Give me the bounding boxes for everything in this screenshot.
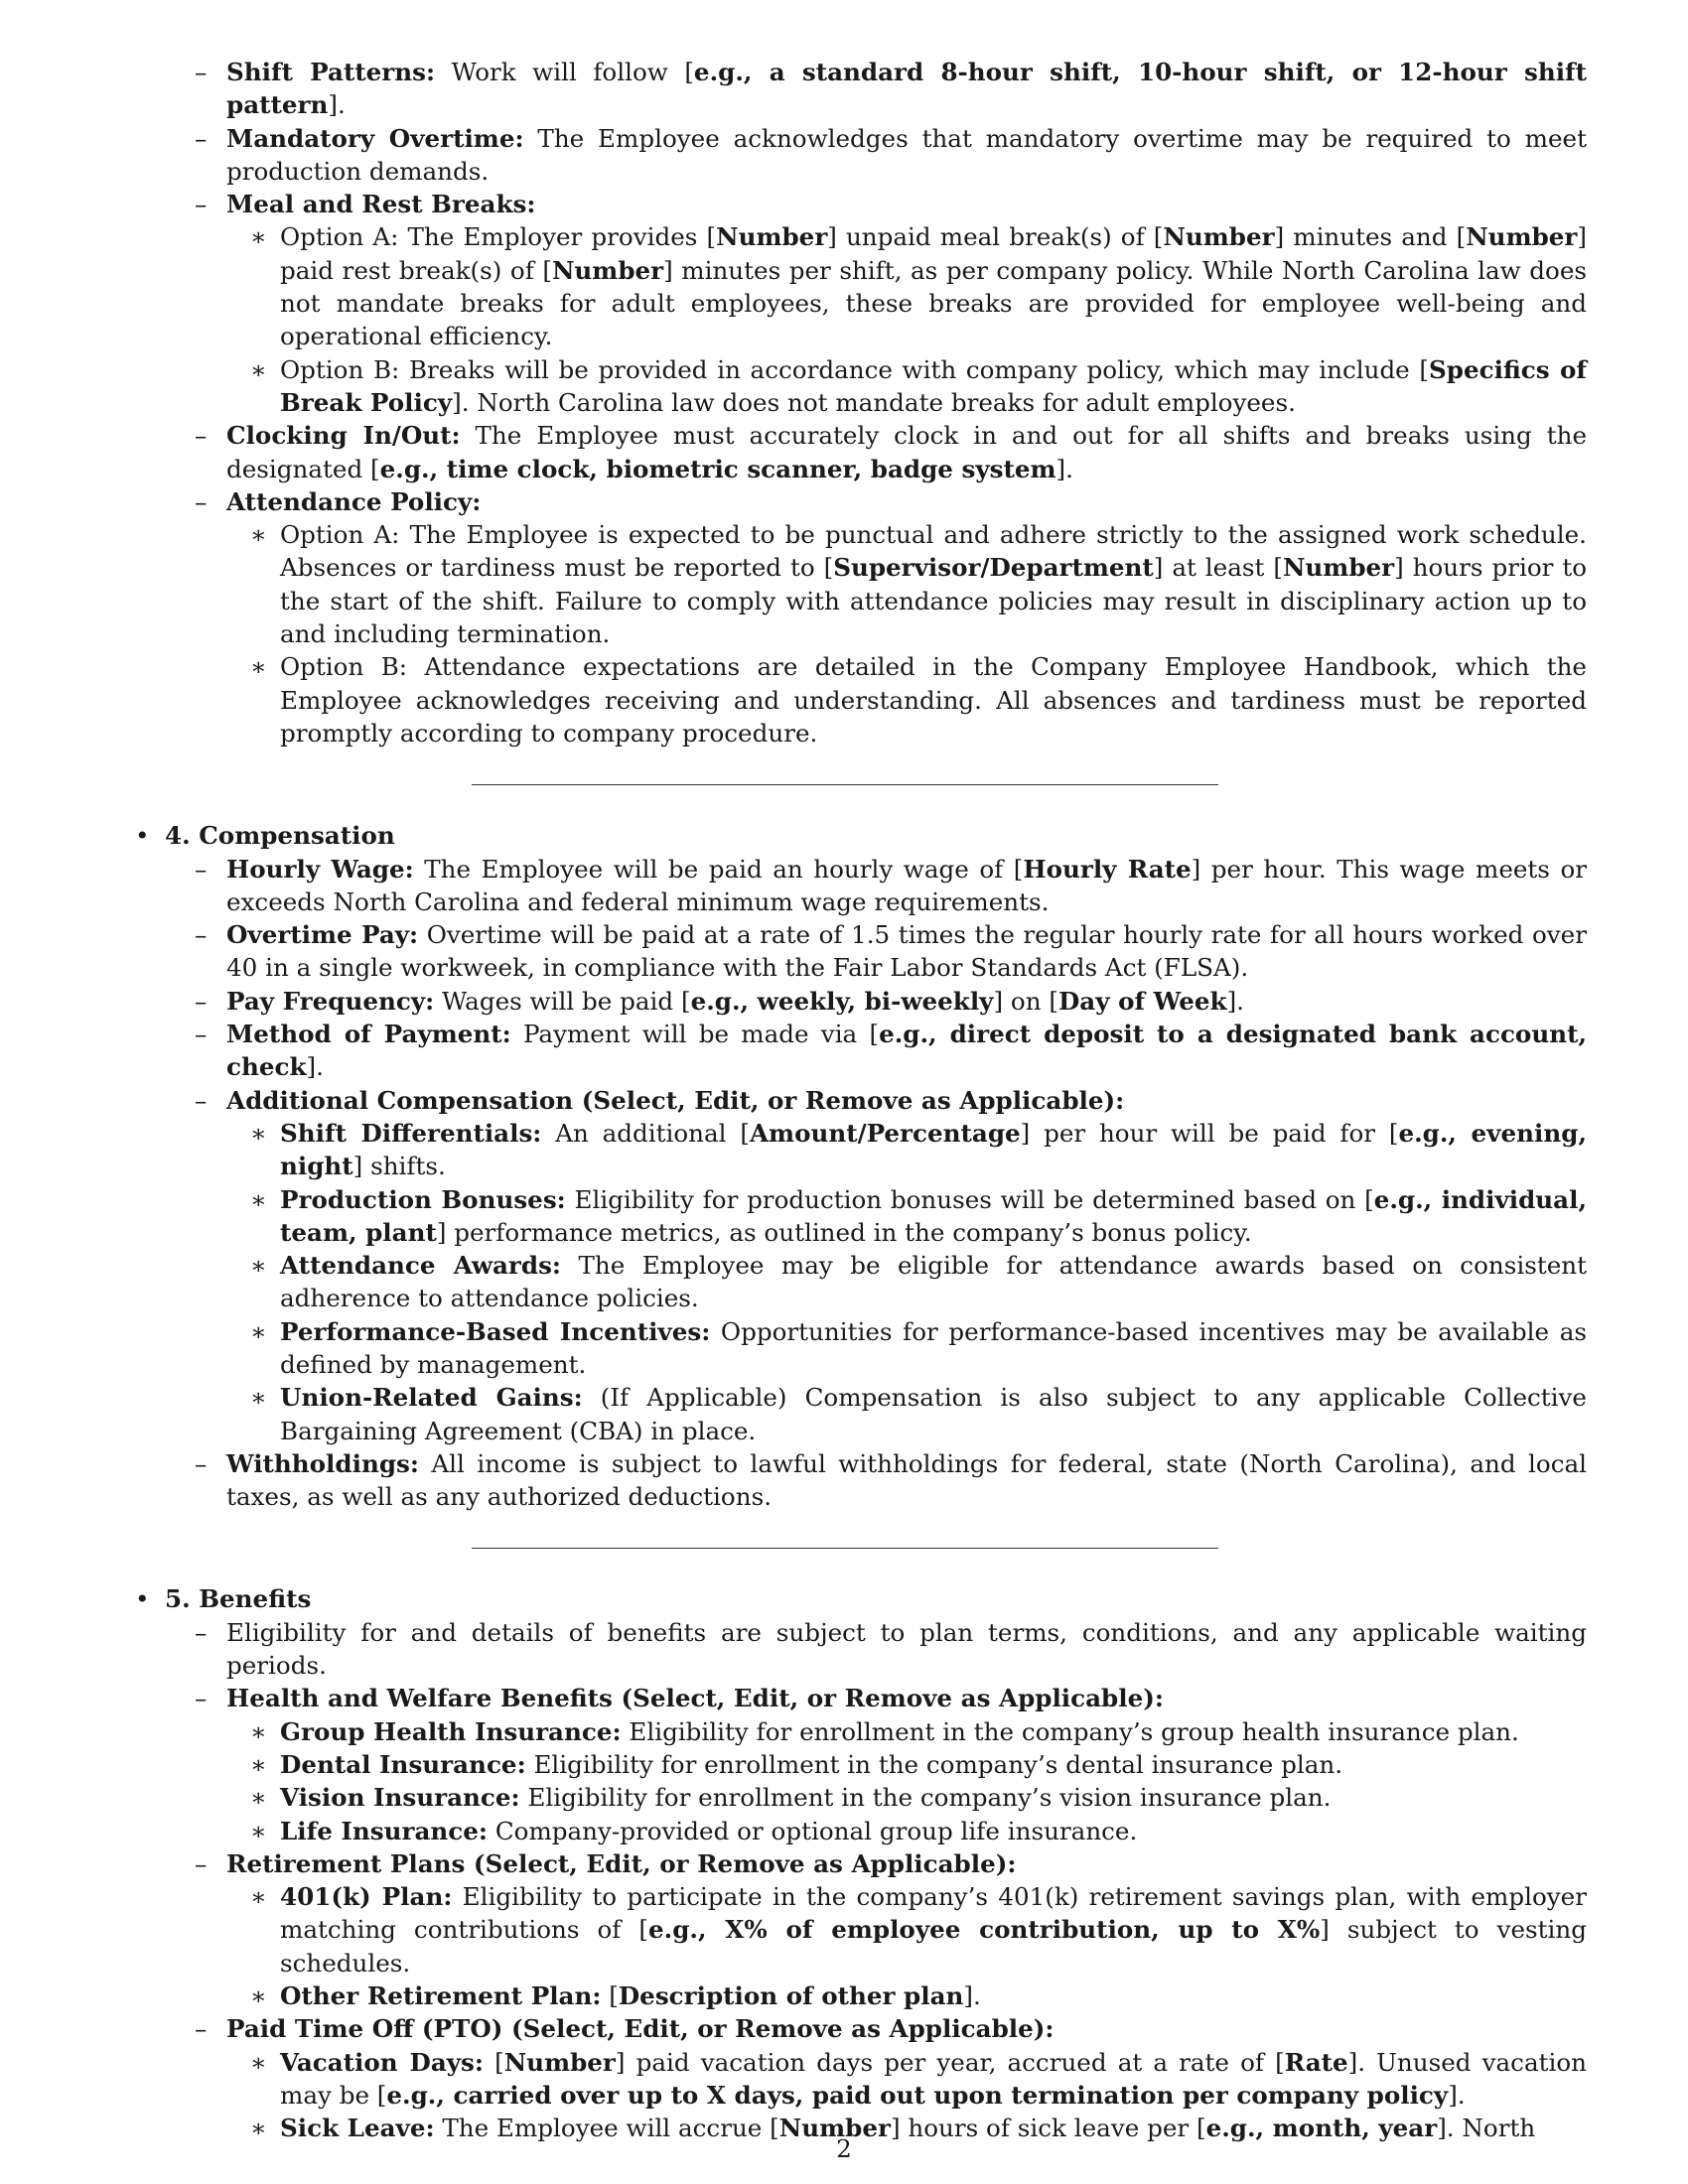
body-text: Eligibility for production bonuses will be determined based on [ — [565, 1184, 1374, 1214]
section-compensation — [127, 819, 1587, 852]
body-text: [ — [601, 1981, 619, 2011]
bold-text: Paid Time Off (PTO) (Select, Edit, or Remove as Applicable): — [226, 2014, 1055, 2044]
asterisk-bullet: ∗ — [250, 1816, 267, 1845]
body-text: ]. North Carolina law does not mandate breaks for adult employees. — [452, 387, 1296, 417]
bold-text: Number — [551, 255, 664, 285]
body-text: ]. North — [1437, 2114, 1536, 2143]
body-text: Eligibility for enrollment in the company’s group health insurance plan. — [621, 1716, 1519, 1746]
dash-bullet: – — [195, 123, 208, 153]
asterisk-bullet: ∗ — [250, 2114, 267, 2143]
list-item-other-retirement — [127, 1979, 1587, 2012]
asterisk-bullet: ∗ — [250, 1383, 267, 1413]
list-item-mandatory-overtime — [127, 122, 1587, 189]
dash-bullet: – — [195, 421, 208, 451]
asterisk-bullet: ∗ — [250, 1716, 267, 1746]
list-item-meal-breaks — [127, 188, 1587, 220]
list-item-dental — [127, 1748, 1587, 1781]
bold-text: Sick Leave: — [280, 2114, 435, 2143]
body-text: ]. — [1055, 454, 1073, 483]
list-item-shift-patterns — [127, 56, 1587, 122]
dash-bullet: – — [195, 1848, 208, 1878]
asterisk-bullet: ∗ — [250, 1316, 267, 1346]
list-item-additional-compensation — [127, 1084, 1587, 1117]
dash-bullet: – — [195, 854, 208, 884]
list-item-union-gains — [127, 1381, 1587, 1447]
body-text: Option A: The Employee is expected to be punctual and adhere strictly to the assigned work schedule. Absences or tardiness must be reported to [ — [280, 520, 1587, 583]
body-text: Wages will be paid [ — [434, 986, 691, 1016]
bold-text: Rate — [1284, 2047, 1348, 2077]
body-text: ] minutes and [ — [1274, 222, 1467, 252]
dash-bullet: – — [195, 1448, 208, 1478]
body-text: All income is subject to lawful withholdings for federal, state (North Carolina), and local taxes, as well as any authorized deductions. — [226, 1448, 1587, 1512]
asterisk-bullet: ∗ — [250, 222, 267, 252]
body-text: Option B: Attendance expectations are detailed in the Company Employee Handbook, which the Employee acknowledges receiving and understanding. All absences and tardiness must be reported promptly according to company procedure. — [280, 652, 1587, 748]
bold-text: Pay Frequency: — [226, 986, 435, 1016]
asterisk-bullet: ∗ — [250, 1749, 267, 1779]
asterisk-bullet: ∗ — [250, 1118, 267, 1148]
list-item-hourly-wage — [127, 853, 1587, 919]
bold-text: Attendance Policy: — [226, 486, 482, 516]
body-text: Option B: Breaks will be provided in accordance with company policy, which may include [ — [280, 354, 1429, 384]
asterisk-bullet: ∗ — [250, 1981, 267, 2011]
bold-text: e.g., month, year — [1205, 2114, 1438, 2143]
body-text: ] hours of sick leave per [ — [890, 2114, 1206, 2143]
bold-text: Other Retirement Plan: — [280, 1981, 602, 2011]
list-item-production-bonuses — [127, 1183, 1587, 1250]
body-text: ] at least [ — [1153, 553, 1283, 583]
body-text: Work will follow [ — [435, 58, 694, 86]
body-text: ]. Unused vacation may be [ — [280, 2047, 1587, 2110]
asterisk-bullet: ∗ — [250, 1882, 267, 1912]
list-item-performance-incentives — [127, 1315, 1587, 1382]
body-text: Payment will be made via [ — [510, 1020, 880, 1049]
section-benefits — [127, 1582, 1587, 1615]
list-item-pto — [127, 2012, 1587, 2045]
bold-text: Attendance Awards: — [280, 1251, 562, 1281]
dash-bullet: – — [195, 2014, 208, 2044]
bold-text: Union-Related Gains: — [280, 1383, 583, 1413]
bold-text: Dental Insurance: — [280, 1749, 526, 1779]
bold-text: Shift Patterns: — [226, 58, 436, 86]
list-item-clocking — [127, 419, 1587, 485]
dash-bullet: – — [195, 190, 208, 219]
section-heading-benefits: 5. Benefits — [165, 1584, 312, 1614]
bold-text: Amount/Percentage — [749, 1118, 1021, 1148]
body-text: ] per hour. This wage meets or exceeds North Carolina and federal minimum wage requirements. — [226, 854, 1588, 916]
document-body — [127, 56, 1587, 2145]
body-text: The Employee acknowledges that mandatory overtime may be required to meet production demands. — [226, 123, 1587, 186]
body-text: ]. — [328, 90, 346, 120]
bold-text: Performance-Based Incentives: — [280, 1316, 711, 1346]
list-item-withholdings — [127, 1447, 1587, 1514]
bold-text: Retirement Plans (Select, Edit, or Remove as Applicable): — [226, 1848, 1017, 1878]
body-text: ] paid vacation days per year, accrued at a rate of [ — [615, 2047, 1285, 2077]
bold-text: Clocking In/Out: — [226, 421, 461, 451]
list-item-shift-differentials — [127, 1117, 1587, 1183]
body-text: The Employee will accrue [ — [434, 2114, 779, 2143]
bold-text: Overtime Pay: — [226, 920, 419, 950]
bold-text: e.g., direct deposit to a designated bank account, check — [226, 1020, 1588, 1082]
bold-text: Hourly Wage: — [226, 854, 414, 884]
asterisk-bullet: ∗ — [250, 1251, 267, 1281]
bold-text: e.g., carried over up to X days, paid out upon termination per company policy — [386, 2080, 1449, 2110]
shift-section-items — [127, 56, 1587, 750]
body-text: Eligibility for and details of benefits are subject to plan terms, conditions, and any applicable waiting periods. — [226, 1617, 1587, 1681]
section-heading-compensation: 4. Compensation — [165, 821, 395, 851]
asterisk-bullet: ∗ — [250, 1184, 267, 1214]
body-text: The Employee must accurately clock in and out for all shifts and breaks using the designated [ — [226, 421, 1587, 483]
bold-text: Specifics of Break Policy — [280, 354, 1587, 417]
bold-text: e.g., individual, team, plant — [280, 1184, 1588, 1247]
dash-bullet: – — [195, 920, 208, 950]
body-text: ] on [ — [993, 986, 1058, 1016]
list-item-method-of-payment — [127, 1018, 1587, 1084]
bold-text: Number — [1466, 222, 1578, 252]
list-item-attendance-option-b — [127, 650, 1587, 750]
bold-text: Number — [716, 222, 828, 252]
body-text: ] minutes per shift, as per company policy. While North Carolina law does not mandate breaks for adult employees, these breaks are provided for employee well-being and operational efficiency. — [280, 255, 1587, 351]
list-item-attendance-awards — [127, 1249, 1587, 1315]
bold-text: Life Insurance: — [280, 1816, 489, 1845]
bold-text: Number — [1163, 222, 1275, 252]
list-item-benefits-intro — [127, 1616, 1587, 1683]
bold-text: Hourly Rate — [1023, 854, 1192, 884]
list-item-pay-frequency — [127, 985, 1587, 1018]
section-bullet: • — [135, 1584, 150, 1614]
bold-text: Number — [1282, 553, 1395, 583]
section-bullet: • — [135, 821, 150, 851]
body-text: ] performance metrics, as outlined in the company’s bonus policy. — [436, 1217, 1252, 1247]
body-text: ] per hour will be paid for [ — [1020, 1118, 1399, 1148]
dash-bullet: – — [195, 486, 208, 516]
bold-text: Supervisor/Department — [833, 553, 1154, 583]
bold-text: Health and Welfare Benefits (Select, Edit, or Remove as Applicable): — [226, 1684, 1164, 1713]
list-item-group-health — [127, 1715, 1587, 1748]
list-item-meal-option-a — [127, 220, 1587, 352]
body-text: ]. — [306, 1052, 324, 1082]
body-text: Overtime will be paid at a rate of 1.5 times the regular hourly rate for all hours worked over 40 in a single workweek, in compliance with the Fair Labor Standards Act (FLSA). — [226, 920, 1587, 983]
asterisk-bullet: ∗ — [250, 652, 267, 682]
bold-text: 401(k) Plan: — [280, 1882, 453, 1912]
asterisk-bullet: ∗ — [250, 354, 267, 384]
asterisk-bullet: ∗ — [250, 2047, 267, 2077]
body-text: Company-provided or optional group life insurance. — [488, 1816, 1138, 1845]
body-text: ] shifts. — [352, 1152, 446, 1181]
compensation-items — [127, 853, 1587, 1514]
bold-text: Production Bonuses: — [280, 1184, 566, 1214]
dash-bullet: – — [195, 1085, 208, 1115]
bold-text: e.g., time clock, biometric scanner, badge system — [379, 454, 1056, 483]
body-text: ]. — [1448, 2080, 1466, 2110]
list-item-vision — [127, 1781, 1587, 1814]
body-text: The Employee will be paid an hourly wage of [ — [413, 854, 1024, 884]
body-text: ] subject to vesting schedules. — [280, 1915, 1587, 1978]
bold-text: Meal and Rest Breaks: — [226, 190, 536, 219]
bold-text: Number — [503, 2047, 616, 2077]
body-text: ]. — [963, 1981, 981, 2011]
list-item-life — [127, 1815, 1587, 1847]
list-item-vacation — [127, 2046, 1587, 2113]
list-item-attendance-policy — [127, 485, 1587, 518]
bold-text: e.g., evening, night — [280, 1118, 1588, 1181]
list-item-meal-option-b — [127, 353, 1587, 420]
body-text: ] unpaid meal break(s) of [ — [827, 222, 1164, 252]
bold-text: Mandatory Overtime: — [226, 123, 524, 153]
asterisk-bullet: ∗ — [250, 1783, 267, 1813]
dash-bullet: – — [195, 1020, 208, 1049]
body-text: (If Applicable) Compensation is also subject to any applicable Collective Bargaining Agreement (CBA) in place. — [280, 1383, 1587, 1445]
benefits-items — [127, 1616, 1587, 2145]
list-item-retirement — [127, 1847, 1587, 1880]
list-item-401k — [127, 1880, 1587, 1979]
bold-text: e.g., a standard 8-hour shift, 10-hour shift, or 12-hour shift pattern — [226, 58, 1587, 120]
body-text: [ — [484, 2047, 504, 2077]
bold-text: e.g., weekly, bi-weekly — [690, 986, 994, 1016]
bold-text: Additional Compensation (Select, Edit, or Remove as Applicable): — [226, 1085, 1125, 1115]
page-number: 2 — [836, 2134, 852, 2163]
bold-text: Withholdings: — [226, 1448, 419, 1478]
list-item-attendance-option-a — [127, 518, 1587, 650]
bold-text: Vacation Days: — [280, 2047, 484, 2077]
bold-text: Method of Payment: — [226, 1020, 511, 1049]
list-item-health-benefits — [127, 1682, 1587, 1714]
body-text: ] paid rest break(s) of [ — [280, 222, 1587, 285]
list-item-overtime-pay — [127, 918, 1587, 985]
dash-bullet: – — [195, 1617, 208, 1647]
asterisk-bullet: ∗ — [250, 520, 267, 550]
dash-bullet: – — [195, 58, 208, 86]
bold-text: Number — [778, 2114, 891, 2143]
body-text: An additional [ — [541, 1118, 750, 1148]
body-text: Eligibility to participate in the company’s 401(k) retirement savings plan, with employer matching contributions of [ — [280, 1882, 1587, 1945]
body-text: The Employee may be eligible for attendance awards based on consistent adherence to attendance policies. — [280, 1251, 1587, 1313]
body-text: ]. — [1226, 986, 1244, 1016]
body-text: Eligibility for enrollment in the company’s vision insurance plan. — [519, 1783, 1332, 1813]
body-text: Opportunities for performance-based incentives may be available as defined by management. — [280, 1316, 1587, 1379]
bold-text: Shift Differentials: — [280, 1118, 542, 1148]
dash-bullet: – — [195, 986, 208, 1016]
bold-text: Vision Insurance: — [280, 1783, 520, 1813]
bold-text: Description of other plan — [618, 1981, 964, 2011]
body-text: ] hours prior to the start of the shift. Failure to comply with attendance policies may result in disciplinary action up to and including termination. — [280, 553, 1588, 649]
bold-text: Group Health Insurance: — [280, 1716, 622, 1746]
bold-text: e.g., X% of employee contribution, up to X% — [647, 1915, 1321, 1945]
body-text: Eligibility for enrollment in the company’s dental insurance plan. — [525, 1749, 1343, 1779]
bold-text: Day of Week — [1057, 986, 1227, 1016]
body-text: Option A: The Employer provides [ — [280, 222, 717, 252]
dash-bullet: – — [195, 1684, 208, 1713]
